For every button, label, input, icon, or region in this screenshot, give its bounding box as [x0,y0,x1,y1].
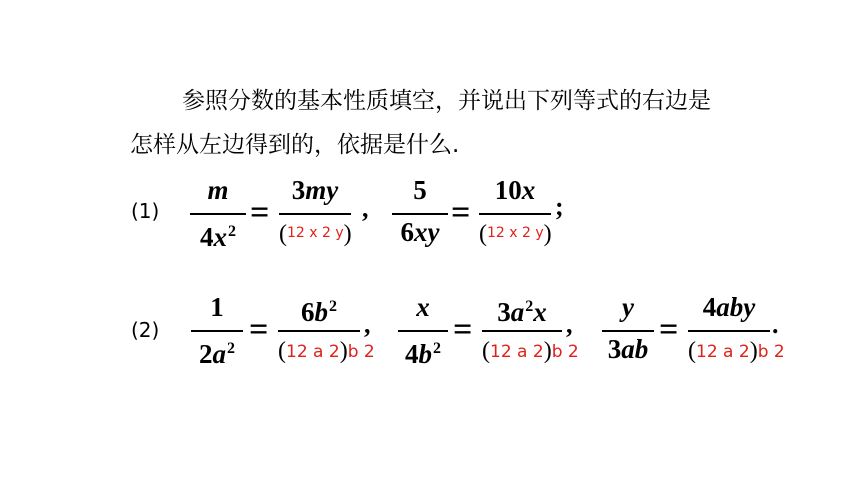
fraction-bar [479,213,551,215]
answer-text: 12 a 2 [696,342,750,362]
answer-text-tail: b 2 [347,342,375,362]
denominator: $4b^2$ [405,339,441,369]
answer-text-tail: b 2 [551,342,579,362]
numerator: 3my [291,175,339,205]
answer-text-tail: b 2 [757,342,785,362]
answer-blank: (12 a 2)b 2 [688,338,785,364]
numerator: $3a^2x$ [497,297,547,327]
numerator: m [207,175,229,205]
fraction-bar [392,213,448,215]
answer-text: 12 a 2 [286,342,340,362]
answer-blank: (12 x 2 y) [279,221,352,247]
comma: , [566,310,573,339]
numerator: 10x [494,175,536,205]
equals-sign: = [451,194,471,231]
comma: , [364,310,371,339]
answer-text: 12 x 2 y [287,225,344,241]
semicolon: ; [555,192,564,221]
row-1-label: (1) [131,199,160,223]
intro-line-2: 怎样从左边得到的，依据是什么. [130,132,460,158]
fraction-bar [191,330,243,332]
equals-sign: = [250,194,270,231]
fraction-bar [278,330,360,332]
fraction-bar [398,330,448,332]
denominator: 3ab [607,334,649,364]
answer-blank: (12 a 2)b 2 [482,338,579,364]
numerator: y [622,292,634,322]
period: . [772,310,779,339]
equals-sign: = [659,311,679,348]
numerator: x [416,292,430,322]
fraction-bar [482,330,562,332]
comma: , [362,194,369,223]
numerator: $6b^2$ [301,297,337,327]
answer-blank: (12 a 2)b 2 [278,338,375,364]
answer-text: 12 a 2 [490,342,544,362]
numerator: 4aby [702,292,756,322]
numerator: 5 [413,175,427,205]
equals-sign: = [453,311,473,348]
denominator: $4x^2$ [200,222,236,252]
fraction-bar [688,330,770,332]
row-2-label: (2) [131,318,160,342]
intro-line-1: 参照分数的基本性质填空，并说出下列等式的右边是 [182,88,711,114]
fraction-bar [190,213,246,215]
equals-sign: = [249,311,269,348]
numerator: 1 [210,292,224,322]
denominator: 6xy [400,217,440,247]
answer-text: 12 x 2 y [487,225,544,241]
fraction-bar [602,330,654,332]
denominator: $2a^2$ [199,339,235,369]
fraction-bar [279,213,351,215]
answer-blank: (12 x 2 y) [479,221,552,247]
